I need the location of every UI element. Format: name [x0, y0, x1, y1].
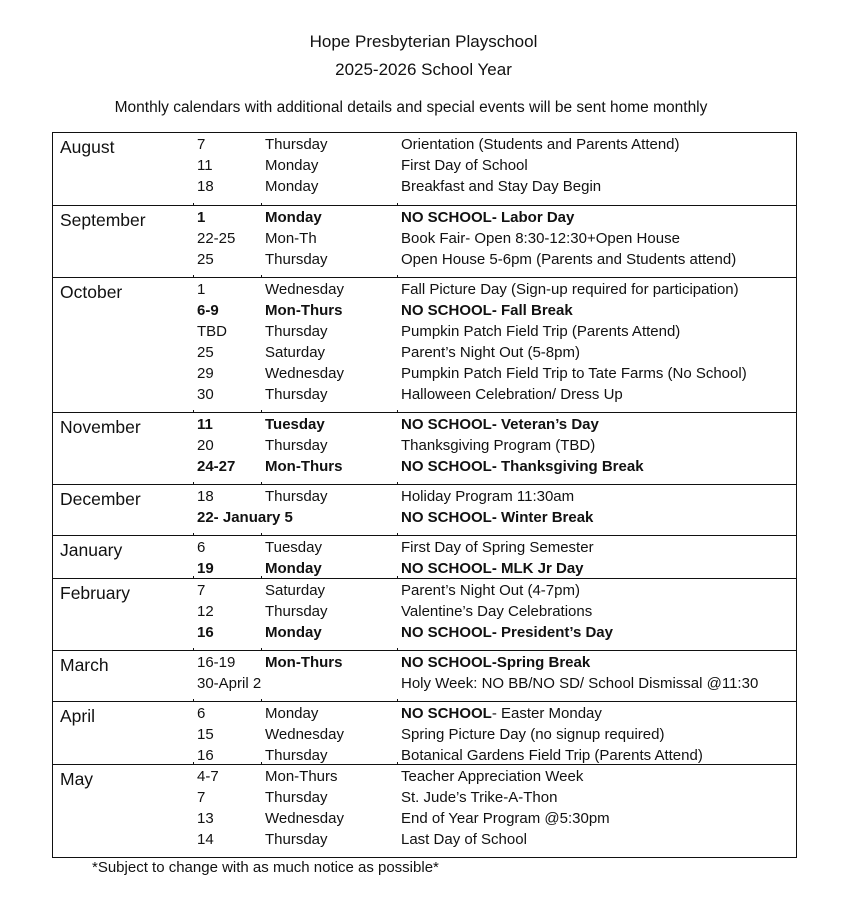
- column-tick: [193, 482, 194, 485]
- event-date: 7: [197, 136, 206, 153]
- column-tick: [193, 699, 194, 702]
- event-weekday: Wednesday: [265, 726, 344, 743]
- event-weekday: Wednesday: [265, 810, 344, 827]
- column-tick: [261, 482, 262, 485]
- column-tick: [397, 275, 398, 278]
- column-tick: [261, 275, 262, 278]
- month-block-september: [53, 205, 796, 277]
- event-date: 20: [197, 437, 214, 454]
- column-tick: [397, 533, 398, 536]
- column-tick: [261, 576, 262, 579]
- event-description: Pumpkin Patch Field Trip to Tate Farms (No School): [401, 365, 747, 382]
- event-description: NO SCHOOL- MLK Jr Day: [401, 560, 584, 577]
- month-block-may: [53, 764, 796, 857]
- month-block-november: [53, 412, 796, 484]
- column-tick: [193, 275, 194, 278]
- month-name: January: [60, 540, 123, 560]
- event-row: [53, 486, 796, 507]
- event-date: 18: [197, 178, 214, 195]
- event-weekday: Mon-Th: [265, 230, 317, 247]
- column-tick: [397, 410, 398, 413]
- month-name: March: [60, 655, 109, 675]
- column-tick: [193, 203, 194, 206]
- event-weekday: Thursday: [265, 603, 328, 620]
- month-block-january: [53, 535, 796, 578]
- page-title: Hope Presbyterian Playschool: [309, 32, 538, 51]
- event-row: [53, 787, 796, 808]
- event-description: Open House 5-6pm (Parents and Students attend): [401, 251, 737, 268]
- month-block-march: [53, 650, 796, 701]
- footnote: *Subject to change with as much notice as possible*: [92, 859, 439, 876]
- event-row: [53, 300, 796, 321]
- event-row: [53, 745, 796, 766]
- event-date: 25: [197, 344, 214, 361]
- event-date: 11: [197, 416, 213, 433]
- event-description: Book Fair- Open 8:30-12:30+Open House: [401, 230, 680, 247]
- column-tick: [193, 762, 194, 765]
- event-row: [53, 652, 796, 673]
- event-weekday: Saturday: [265, 344, 326, 361]
- event-description: Fall Picture Day (Sign-up required for participation): [401, 281, 739, 298]
- event-description: Thanksgiving Program (TBD): [401, 437, 596, 454]
- column-tick: [261, 762, 262, 765]
- event-weekday: Thursday: [265, 831, 328, 848]
- event-date: 24-27: [197, 458, 236, 475]
- event-weekday: Monday: [265, 157, 319, 174]
- event-row: [53, 384, 796, 405]
- event-row: [53, 601, 796, 622]
- event-description: First Day of Spring Semester: [401, 539, 594, 556]
- event-row: [53, 766, 796, 787]
- event-weekday: Thursday: [265, 789, 328, 806]
- event-date: 29: [197, 365, 214, 382]
- event-row: [53, 622, 796, 643]
- column-tick: [193, 410, 194, 413]
- month-name: October: [60, 282, 123, 302]
- event-date: 30: [197, 386, 214, 403]
- event-description: Valentine’s Day Celebrations: [401, 603, 593, 620]
- column-tick: [261, 699, 262, 702]
- column-tick: [397, 762, 398, 765]
- event-weekday: Monday: [265, 178, 319, 195]
- column-tick: [193, 648, 194, 651]
- event-row: [53, 342, 796, 363]
- event-row: [53, 321, 796, 342]
- month-name: May: [60, 769, 94, 789]
- event-description: Teacher Appreciation Week: [401, 768, 584, 785]
- event-row: [53, 155, 796, 176]
- event-row: [53, 724, 796, 745]
- event-weekday: Mon-Thurs: [265, 654, 343, 671]
- event-date: 15: [197, 726, 214, 743]
- event-date: 13: [197, 810, 214, 827]
- event-description: Halloween Celebration/ Dress Up: [401, 386, 623, 403]
- event-weekday: Thursday: [265, 136, 328, 153]
- month-name: April: [60, 706, 96, 726]
- event-row: [53, 134, 796, 155]
- event-weekday: Wednesday: [265, 365, 344, 382]
- event-row: [53, 673, 796, 694]
- event-description-rest: - Easter Monday: [491, 705, 602, 722]
- month-block-april: [53, 701, 796, 764]
- event-row: [53, 207, 796, 228]
- event-date: 1: [197, 209, 206, 226]
- event-description: St. Jude’s Trike-A-Thon: [401, 789, 558, 806]
- event-date: 4-7: [197, 768, 219, 785]
- column-tick: [261, 410, 262, 413]
- event-description: NO SCHOOL- Fall Break: [401, 302, 573, 319]
- event-weekday: Mon-Thurs: [265, 458, 343, 475]
- event-date: 18: [197, 488, 214, 505]
- event-date: 16: [197, 747, 214, 764]
- month-block-august: [53, 133, 796, 205]
- event-date: 22- January 5: [197, 509, 293, 526]
- column-tick: [397, 576, 398, 579]
- event-row: [53, 435, 796, 456]
- event-weekday: Mon-Thurs: [265, 302, 343, 319]
- event-row: [53, 808, 796, 829]
- column-tick: [193, 533, 194, 536]
- event-row: [53, 363, 796, 384]
- event-weekday: Wednesday: [265, 281, 344, 298]
- event-description: Holiday Program 11:30am: [401, 488, 575, 505]
- event-weekday: Thursday: [265, 323, 328, 340]
- event-date: 12: [197, 603, 214, 620]
- event-row: [53, 537, 796, 558]
- column-tick: [397, 648, 398, 651]
- event-description: End of Year Program @5:30pm: [401, 810, 610, 827]
- event-date: 14: [197, 831, 214, 848]
- event-date: 30-April 2: [197, 675, 262, 692]
- event-description: Parent’s Night Out (4-7pm): [401, 582, 580, 599]
- event-description: Botanical Gardens Field Trip (Parents Attend): [401, 747, 703, 764]
- event-description: Parent’s Night Out (5-8pm): [401, 344, 580, 361]
- event-row: [53, 829, 796, 850]
- event-weekday: Saturday: [265, 582, 326, 599]
- event-weekday: Monday: [265, 705, 319, 722]
- event-description-bold: NO SCHOOL: [401, 705, 492, 722]
- event-weekday: Mon-Thurs: [265, 768, 338, 785]
- month-name: November: [60, 417, 141, 437]
- month-name: February: [60, 583, 131, 603]
- event-date: 7: [197, 789, 206, 806]
- event-date: TBD: [197, 323, 227, 340]
- month-block-october: [53, 277, 796, 412]
- event-description: NO SCHOOL- Winter Break: [401, 509, 594, 526]
- event-description: [401, 703, 602, 724]
- event-date: 7: [197, 582, 206, 599]
- event-row: [53, 558, 796, 579]
- event-date: 19: [197, 560, 214, 577]
- event-row: [53, 507, 796, 528]
- event-weekday: Monday: [265, 624, 322, 641]
- event-row: [53, 176, 796, 197]
- event-row: [53, 228, 796, 249]
- event-description: Last Day of School: [401, 831, 527, 848]
- event-date: 11: [197, 157, 213, 174]
- event-row: [53, 703, 796, 724]
- column-tick: [261, 533, 262, 536]
- column-tick: [261, 648, 262, 651]
- event-weekday: Monday: [265, 209, 322, 226]
- event-description: NO SCHOOL-Spring Break: [401, 654, 591, 671]
- event-date: 1: [197, 281, 206, 298]
- column-tick: [397, 203, 398, 206]
- event-date: 22-25: [197, 230, 236, 247]
- event-description: First Day of School: [401, 157, 528, 174]
- event-weekday: Thursday: [265, 747, 328, 764]
- event-description: NO SCHOOL- President’s Day: [401, 624, 613, 641]
- column-tick: [261, 203, 262, 206]
- event-weekday: Thursday: [265, 251, 328, 268]
- calendar-note: Monthly calendars with additional details and special events will be sent home monthly: [114, 99, 708, 116]
- event-row: [53, 580, 796, 601]
- event-date: 25: [197, 251, 214, 268]
- school-calendar-table: [52, 132, 797, 858]
- column-tick: [397, 482, 398, 485]
- event-weekday: Thursday: [265, 386, 328, 403]
- event-weekday: Tuesday: [265, 416, 325, 433]
- month-name: December: [60, 489, 141, 509]
- event-description: NO SCHOOL- Veteran’s Day: [401, 416, 599, 433]
- school-year-heading: 2025-2026 School Year: [335, 60, 512, 79]
- event-date: 16-19: [197, 654, 236, 671]
- event-row: [53, 414, 796, 435]
- event-description: Orientation (Students and Parents Attend): [401, 136, 680, 153]
- event-row: [53, 456, 796, 477]
- event-date: 6-9: [197, 302, 219, 319]
- event-description: Breakfast and Stay Day Begin: [401, 178, 602, 195]
- event-description: NO SCHOOL- Labor Day: [401, 209, 575, 226]
- event-weekday: Thursday: [265, 488, 328, 505]
- month-name: August: [60, 137, 115, 157]
- event-description: NO SCHOOL- Thanksgiving Break: [401, 458, 644, 475]
- event-weekday: Thursday: [265, 437, 328, 454]
- event-date: 6: [197, 539, 206, 556]
- event-description: Spring Picture Day (no signup required): [401, 726, 665, 743]
- column-tick: [193, 576, 194, 579]
- event-date: 6: [197, 705, 206, 722]
- event-date: 16: [197, 624, 214, 641]
- event-row: [53, 279, 796, 300]
- column-tick: [397, 699, 398, 702]
- month-name: September: [60, 210, 146, 230]
- event-weekday: Tuesday: [265, 539, 322, 556]
- event-row: [53, 249, 796, 270]
- month-block-february: [53, 578, 796, 650]
- event-description: Pumpkin Patch Field Trip (Parents Attend): [401, 323, 681, 340]
- event-weekday: Monday: [265, 560, 322, 577]
- event-description: Holy Week: NO BB/NO SD/ School Dismissal @11:30: [401, 675, 759, 692]
- month-block-december: [53, 484, 796, 535]
